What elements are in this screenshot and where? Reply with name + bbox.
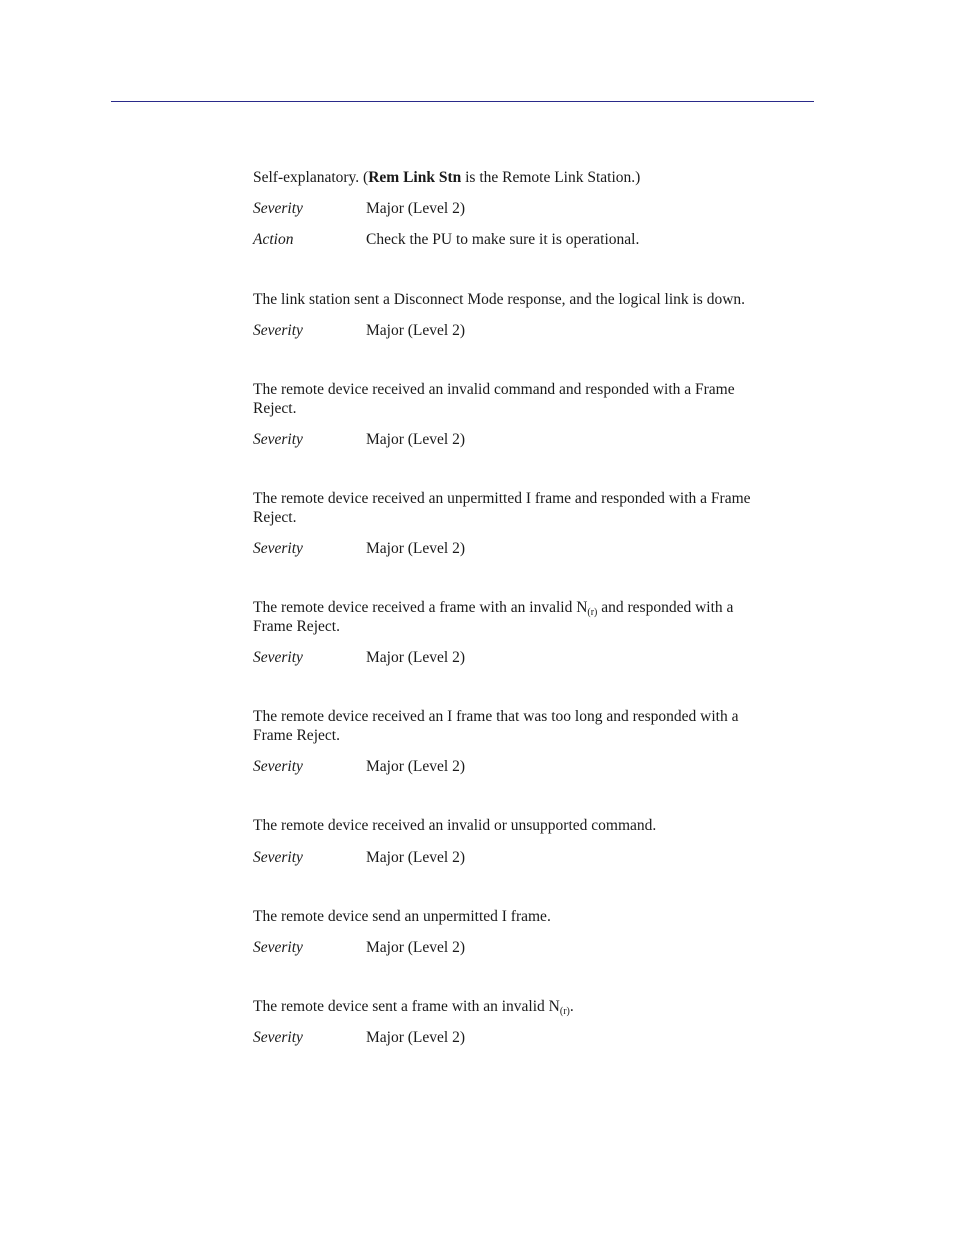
severity-value: Major (Level 2) xyxy=(366,939,465,956)
message-description: The link station sent a Disconnect Mode response, and the logical link is down. xyxy=(253,291,746,308)
message-entry xyxy=(253,707,815,776)
header-rule xyxy=(111,101,814,102)
message-description: The remote device received an invalid or unsupported command. xyxy=(253,817,657,834)
severity-value: Major (Level 2) xyxy=(366,540,465,557)
severity-label: Severity xyxy=(253,431,303,448)
severity-row xyxy=(253,430,815,449)
message-description: Self-explanatory. (Rem Link Stn is the Remote Link Station.) xyxy=(253,169,641,186)
message-entry xyxy=(253,168,815,249)
severity-label: Severity xyxy=(253,758,303,775)
message-description: The remote device received an I frame that was too long and responded with a Frame Reject. xyxy=(253,708,739,744)
action-value: Check the PU to make sure it is operational. xyxy=(366,231,640,248)
message-entry xyxy=(253,907,815,957)
severity-value: Major (Level 2) xyxy=(366,322,465,339)
message-description: The remote device sent a frame with an invalid $N_{(r)}$. xyxy=(253,998,574,1017)
severity-row xyxy=(253,199,815,218)
severity-label: Severity xyxy=(253,1029,303,1046)
severity-value: Major (Level 2) xyxy=(366,1029,465,1046)
message-entry xyxy=(253,380,815,449)
severity-row xyxy=(253,938,815,957)
message-entry xyxy=(253,598,815,667)
severity-value: Major (Level 2) xyxy=(366,849,465,866)
action-row xyxy=(253,230,815,249)
severity-value: Major (Level 2) xyxy=(366,758,465,775)
severity-row xyxy=(253,757,815,776)
severity-row xyxy=(253,539,815,558)
severity-label: Severity xyxy=(253,200,303,217)
severity-label: Severity xyxy=(253,540,303,557)
severity-row xyxy=(253,321,815,340)
severity-value: Major (Level 2) xyxy=(366,431,465,448)
severity-label: Severity xyxy=(253,939,303,956)
severity-label: Severity xyxy=(253,849,303,866)
severity-label: Severity xyxy=(253,322,303,339)
message-description: The remote device received an unpermitted I frame and responded with a Frame Reject. xyxy=(253,490,751,526)
action-label: Action xyxy=(253,231,294,248)
severity-row xyxy=(253,848,815,867)
message-description: The remote device received a frame with an invalid $N_{(r)}$ and responded with a Frame Reject. xyxy=(253,599,734,635)
message-entry xyxy=(253,489,815,558)
severity-value: Major (Level 2) xyxy=(366,200,465,217)
severity-row xyxy=(253,648,815,667)
term-rem-link-stn: Rem Link Stn xyxy=(368,169,462,186)
message-entry xyxy=(253,997,815,1047)
message-entry xyxy=(253,290,815,340)
message-description: The remote device received an invalid command and responded with a Frame Reject. xyxy=(253,381,735,417)
severity-label: Severity xyxy=(253,649,303,666)
message-entry xyxy=(253,816,815,867)
severity-row xyxy=(253,1028,815,1047)
severity-value: Major (Level 2) xyxy=(366,649,465,666)
message-description: The remote device send an unpermitted I frame. xyxy=(253,908,551,925)
